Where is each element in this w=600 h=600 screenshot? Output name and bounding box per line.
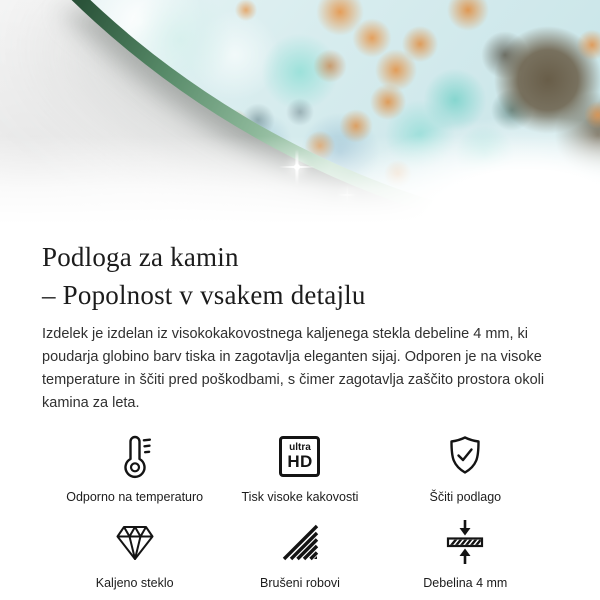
- feature-temperature: [52, 432, 217, 505]
- page-title-line2: – Popolnost v vsakem detajlu: [42, 280, 366, 310]
- product-description: Izdelek je izdelan iz visokokakovostnega kaljenega stekla debeline 4 mm, ki poudarja globino barv tiska in zagotavlja eleganten sijaj. Odporen je na visoke temperature in ščiti pred poškodbami, s čimer zagotavlja zaščito prostora okoli kamina za leta.: [42, 326, 545, 411]
- ultra-hd-icon: [217, 432, 382, 480]
- ultra-hd-text-top: ultra: [289, 442, 311, 453]
- page-title: [42, 238, 558, 314]
- feature-grid: [52, 432, 548, 591]
- page-title-line1: Podloga za kamin: [42, 242, 239, 272]
- shield-check-icon: [383, 432, 548, 480]
- hero-fade-bottom: [0, 136, 600, 232]
- feature-label: Debelina 4 mm: [423, 576, 508, 590]
- feature-tempered-glass: [52, 518, 217, 591]
- thermometer-icon: [52, 432, 217, 480]
- feature-label: Odporno na temperaturo: [66, 490, 204, 504]
- feature-polished-edges: [217, 518, 382, 591]
- polished-edge-icon: [217, 518, 382, 566]
- feature-label: Tisk visoke kakovosti: [241, 490, 359, 504]
- feature-protection: [383, 432, 548, 505]
- diamond-icon: [52, 518, 217, 566]
- feature-label: Ščiti podlago: [429, 490, 502, 504]
- feature-thickness: [383, 518, 548, 591]
- feature-label: Brušeni robovi: [260, 576, 340, 590]
- feature-label: Kaljeno steklo: [95, 576, 174, 590]
- product-info-section: [0, 232, 600, 591]
- feature-print-quality: [217, 432, 382, 505]
- ultra-hd-text-bottom: HD: [287, 452, 313, 471]
- thickness-icon: [383, 518, 548, 566]
- hero-image: [0, 0, 600, 232]
